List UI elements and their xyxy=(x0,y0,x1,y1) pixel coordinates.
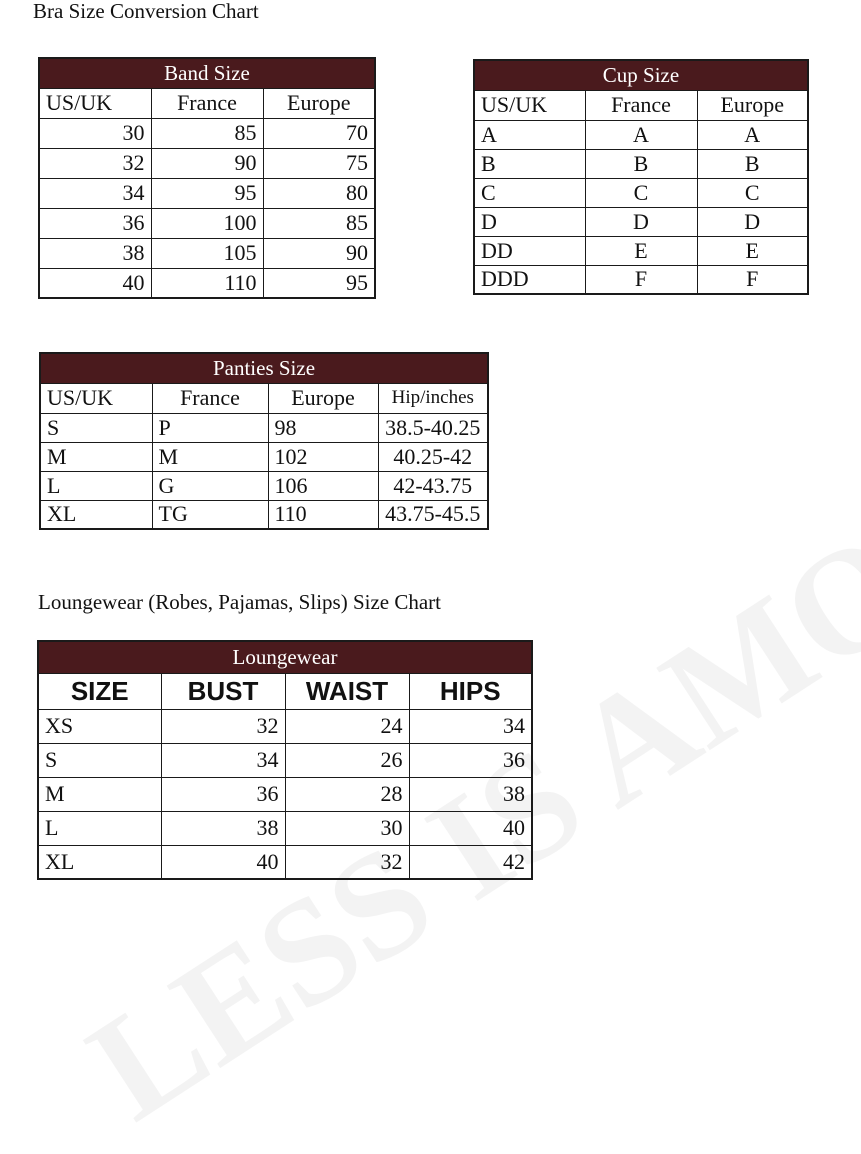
panties-cell: 38.5-40.25 xyxy=(378,413,488,442)
lounge-cell: 40 xyxy=(409,811,532,845)
panties-size-title: Panties Size xyxy=(40,353,488,383)
band-cell: 95 xyxy=(263,268,375,298)
lounge-cell: 28 xyxy=(285,777,409,811)
cup-header-europe: Europe xyxy=(697,90,808,120)
lounge-table-row xyxy=(38,811,532,845)
cup-cell: C xyxy=(585,178,697,207)
panties-cell: 40.25-42 xyxy=(378,442,488,471)
cup-cell: D xyxy=(585,207,697,236)
band-size-title: Band Size xyxy=(39,58,375,88)
panties-cell: M xyxy=(152,442,268,471)
band-cell: 34 xyxy=(39,178,151,208)
cup-cell: F xyxy=(585,265,697,294)
cup-cell: A xyxy=(585,120,697,149)
cup-cell: B xyxy=(697,149,808,178)
bra-chart-heading: Bra Size Conversion Chart xyxy=(33,0,259,23)
panties-table-row xyxy=(40,500,488,529)
band-cell: 70 xyxy=(263,118,375,148)
cup-cell: A xyxy=(474,120,585,149)
cup-cell: C xyxy=(697,178,808,207)
lounge-cell: XS xyxy=(38,709,161,743)
panties-cell: P xyxy=(152,413,268,442)
loungewear-table xyxy=(37,640,533,880)
band-table-row xyxy=(39,178,375,208)
cup-cell: E xyxy=(585,236,697,265)
panties-cell: XL xyxy=(40,500,152,529)
band-cell: 38 xyxy=(39,238,151,268)
band-cell: 100 xyxy=(151,208,263,238)
band-cell: 85 xyxy=(263,208,375,238)
band-header-europe: Europe xyxy=(263,88,375,118)
band-cell: 85 xyxy=(151,118,263,148)
band-table-row xyxy=(39,268,375,298)
panties-cell: 43.75-45.5 xyxy=(378,500,488,529)
cup-table-row xyxy=(474,178,808,207)
lounge-table-row xyxy=(38,709,532,743)
band-cell: 110 xyxy=(151,268,263,298)
lounge-header-hips: HIPS xyxy=(409,673,532,709)
lounge-cell: 36 xyxy=(161,777,285,811)
band-cell: 30 xyxy=(39,118,151,148)
band-table-row xyxy=(39,148,375,178)
band-cell: 105 xyxy=(151,238,263,268)
lounge-cell: XL xyxy=(38,845,161,879)
cup-table-row xyxy=(474,149,808,178)
cup-size-title: Cup Size xyxy=(474,60,808,90)
cup-table-row xyxy=(474,207,808,236)
cup-header-usuk: US/UK xyxy=(474,90,585,120)
loungewear-chart-heading: Loungewear (Robes, Pajamas, Slips) Size Chart xyxy=(38,590,441,614)
panties-table-row xyxy=(40,413,488,442)
cup-header-france: France xyxy=(585,90,697,120)
lounge-cell: 32 xyxy=(161,709,285,743)
lounge-table-row xyxy=(38,777,532,811)
lounge-cell: 24 xyxy=(285,709,409,743)
lounge-cell: 42 xyxy=(409,845,532,879)
panties-table-row xyxy=(40,442,488,471)
cup-cell: E xyxy=(697,236,808,265)
panties-cell: M xyxy=(40,442,152,471)
panties-cell: L xyxy=(40,471,152,500)
panties-header-usuk: US/UK xyxy=(40,383,152,413)
panties-cell: S xyxy=(40,413,152,442)
lounge-cell: 36 xyxy=(409,743,532,777)
panties-cell: G xyxy=(152,471,268,500)
lounge-cell: L xyxy=(38,811,161,845)
lounge-cell: 40 xyxy=(161,845,285,879)
band-cell: 90 xyxy=(263,238,375,268)
band-cell: 75 xyxy=(263,148,375,178)
cup-cell: DD xyxy=(474,236,585,265)
cup-cell: D xyxy=(474,207,585,236)
band-header-france: France xyxy=(151,88,263,118)
band-cell: 80 xyxy=(263,178,375,208)
panties-size-table xyxy=(39,352,489,530)
cup-cell: A xyxy=(697,120,808,149)
lounge-cell: S xyxy=(38,743,161,777)
panties-cell: 106 xyxy=(268,471,378,500)
panties-cell: 110 xyxy=(268,500,378,529)
panties-cell: 42-43.75 xyxy=(378,471,488,500)
band-table-row xyxy=(39,208,375,238)
panties-cell: 98 xyxy=(268,413,378,442)
cup-cell: B xyxy=(474,149,585,178)
cup-table-row xyxy=(474,265,808,294)
band-cell: 95 xyxy=(151,178,263,208)
lounge-header-size: SIZE xyxy=(38,673,161,709)
panties-cell: 102 xyxy=(268,442,378,471)
cup-cell: B xyxy=(585,149,697,178)
lounge-table-row xyxy=(38,845,532,879)
lounge-cell: 26 xyxy=(285,743,409,777)
band-cell: 90 xyxy=(151,148,263,178)
band-size-table xyxy=(38,57,376,299)
lounge-header-waist: WAIST xyxy=(285,673,409,709)
band-table-row xyxy=(39,238,375,268)
cup-cell: D xyxy=(697,207,808,236)
panties-header-europe: Europe xyxy=(268,383,378,413)
band-cell: 32 xyxy=(39,148,151,178)
band-cell: 36 xyxy=(39,208,151,238)
panties-cell: TG xyxy=(152,500,268,529)
lounge-table-row xyxy=(38,743,532,777)
band-header-usuk: US/UK xyxy=(39,88,151,118)
panties-header-france: France xyxy=(152,383,268,413)
lounge-cell: 34 xyxy=(409,709,532,743)
lounge-cell: 32 xyxy=(285,845,409,879)
cup-cell: DDD xyxy=(474,265,585,294)
cup-cell: F xyxy=(697,265,808,294)
lounge-cell: M xyxy=(38,777,161,811)
cup-cell: C xyxy=(474,178,585,207)
band-cell: 40 xyxy=(39,268,151,298)
lounge-header-bust: BUST xyxy=(161,673,285,709)
lounge-cell: 30 xyxy=(285,811,409,845)
band-table-row xyxy=(39,118,375,148)
lounge-cell: 38 xyxy=(161,811,285,845)
lounge-cell: 38 xyxy=(409,777,532,811)
loungewear-title: Loungewear xyxy=(38,641,532,673)
panties-header-hip: Hip/inches xyxy=(378,383,488,413)
lounge-cell: 34 xyxy=(161,743,285,777)
cup-size-table xyxy=(473,59,809,295)
cup-table-row xyxy=(474,236,808,265)
cup-table-row xyxy=(474,120,808,149)
panties-table-row xyxy=(40,471,488,500)
